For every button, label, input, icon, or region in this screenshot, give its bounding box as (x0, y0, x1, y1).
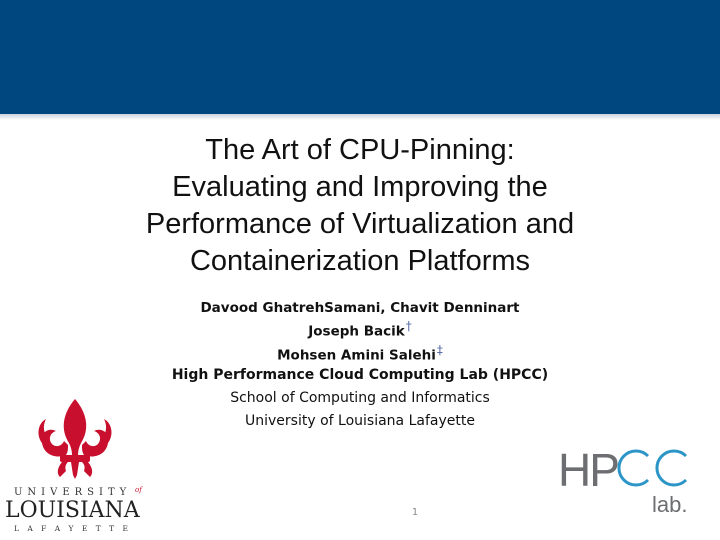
school-name: School of Computing and Informatics (230, 390, 490, 406)
author-line-1: Davood GhatrehSamani, Chavit Denninart (200, 300, 520, 316)
author-line-2 (60, 317, 660, 341)
fleur-de-lis-icon (39, 399, 112, 479)
university-logo (0, 395, 160, 535)
author-name: Mohsen Amini Salehi (277, 347, 436, 363)
author-line-3 (60, 341, 660, 365)
slide-title (60, 132, 660, 280)
university-name: University of Louisiana Lafayette (245, 413, 475, 429)
logo-university-text: UNIVERSITY (14, 487, 132, 498)
title-line: Performance of Virtualization and (145, 208, 575, 240)
double-c-icon (619, 451, 686, 485)
header-banner (0, 0, 720, 114)
affiliation-mark: ‡ (436, 342, 443, 357)
logo-hp-text: HP (558, 444, 618, 496)
page-number: 1 (411, 507, 419, 518)
banner-shadow (0, 114, 720, 120)
title-line: The Art of CPU-Pinning: (205, 134, 515, 166)
logo-lab-text: lab. (652, 492, 688, 517)
title-line: Containerization Platforms (189, 245, 531, 277)
title-line: Evaluating and Improving the (172, 171, 548, 203)
affiliation-mark: † (405, 319, 412, 333)
logo-of-text: of (135, 486, 142, 494)
logo-louisiana-text: LOUISIANA (5, 498, 140, 523)
lab-name: High Performance Cloud Computing Lab (HPCC) (171, 367, 549, 383)
logo-lafayette-text: L A F A Y E T T E (14, 524, 131, 533)
hpcc-lab-logo (556, 440, 696, 520)
author-name: Joseph Bacik (308, 323, 405, 340)
